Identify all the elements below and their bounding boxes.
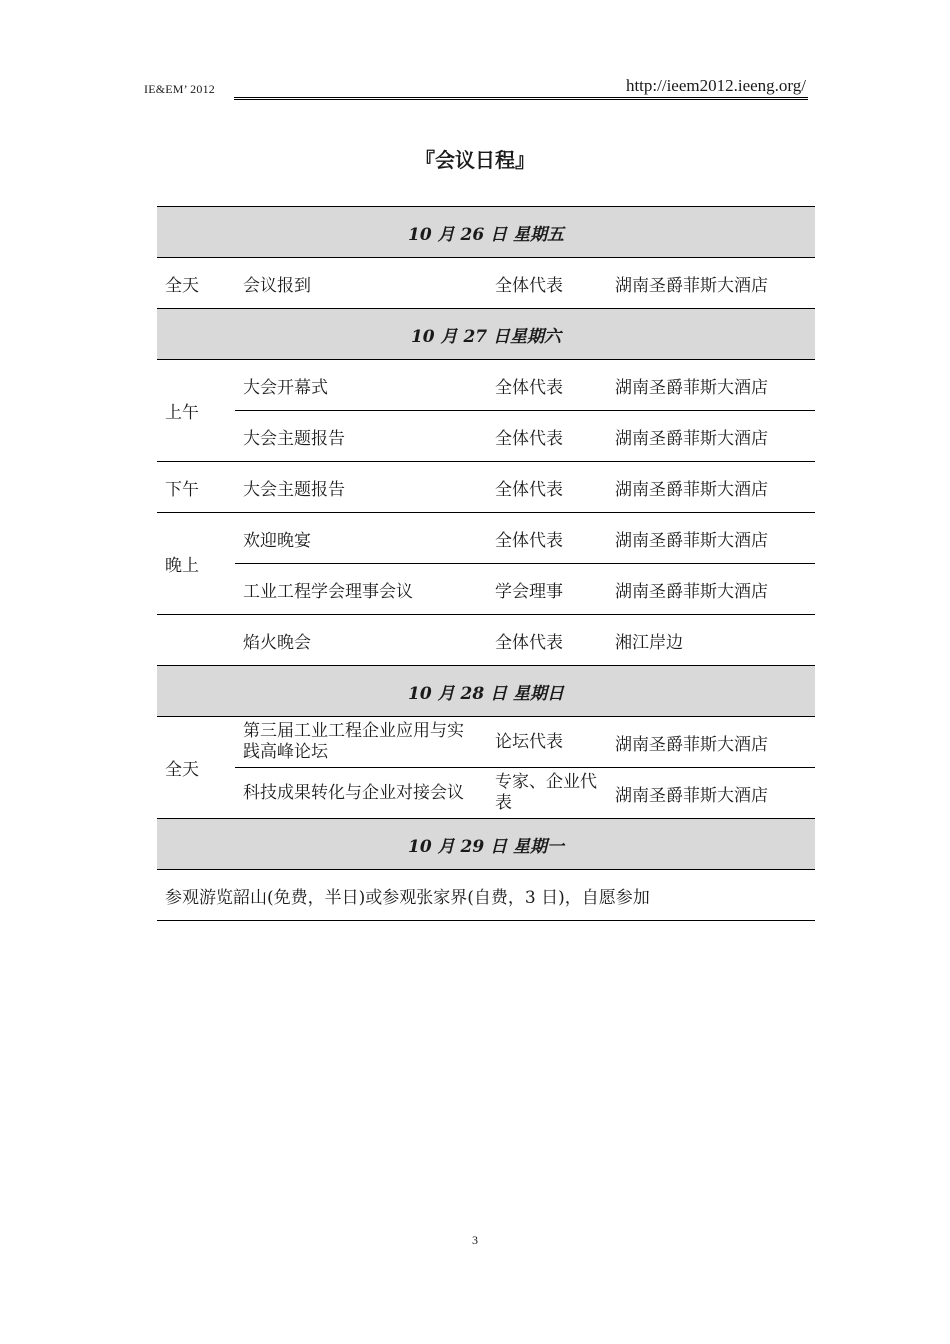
table-row bbox=[157, 564, 815, 615]
period-cell: 下午 bbox=[157, 462, 235, 513]
schedule-table bbox=[157, 206, 815, 921]
attendees-cell: 论坛代表 bbox=[487, 717, 607, 768]
header-rule bbox=[234, 97, 808, 100]
venue-cell: 湖南圣爵菲斯大酒店 bbox=[607, 513, 815, 564]
attendees-cell: 全体代表 bbox=[487, 615, 607, 666]
event-cell: 大会主题报告 bbox=[235, 411, 487, 462]
header-url: http://ieem2012.ieeng.org/ bbox=[625, 76, 806, 95]
attendees-cell: 全体代表 bbox=[487, 258, 607, 309]
table-row bbox=[157, 768, 815, 819]
venue-cell: 湖南圣爵菲斯大酒店 bbox=[607, 258, 815, 309]
attendees-cell: 全体代表 bbox=[487, 462, 607, 513]
venue-cell: 湖南圣爵菲斯大酒店 bbox=[607, 768, 815, 819]
event-cell: 欢迎晚宴 bbox=[235, 513, 487, 564]
event-cell: 会议报到 bbox=[235, 258, 487, 309]
venue-cell: 湘江岸边 bbox=[607, 615, 815, 666]
table-row bbox=[157, 717, 815, 768]
header-conference-name: IE&EM’ 2012 bbox=[144, 82, 215, 96]
table-row bbox=[157, 360, 815, 411]
day-heading: 10 月 27 日星期六 bbox=[157, 309, 815, 360]
venue-cell: 湖南圣爵菲斯大酒店 bbox=[607, 411, 815, 462]
event-cell: 科技成果转化与企业对接会议 bbox=[235, 768, 487, 819]
event-cell: 大会开幕式 bbox=[235, 360, 487, 411]
event-cell: 第三届工业工程企业应用与实践高峰论坛 bbox=[235, 717, 487, 768]
table-row bbox=[157, 411, 815, 462]
day-heading-row bbox=[157, 666, 815, 717]
venue-cell: 湖南圣爵菲斯大酒店 bbox=[607, 564, 815, 615]
excursion-note: 参观游览韶山(免费，半日)或参观张家界(自费，3 日)，自愿参加 bbox=[157, 870, 815, 921]
attendees-cell: 全体代表 bbox=[487, 411, 607, 462]
event-cell: 大会主题报告 bbox=[235, 462, 487, 513]
day-heading: 10 月 28 日 星期日 bbox=[157, 666, 815, 717]
period-cell: 上午 bbox=[157, 360, 235, 462]
attendees-cell: 全体代表 bbox=[487, 360, 607, 411]
table-row bbox=[157, 870, 815, 921]
day-heading: 10 月 26 日 星期五 bbox=[157, 207, 815, 258]
period-cell: 全天 bbox=[157, 717, 235, 819]
period-cell: 晚上 bbox=[157, 513, 235, 615]
event-cell: 工业工程学会理事会议 bbox=[235, 564, 487, 615]
table-row bbox=[157, 258, 815, 309]
day-heading: 10 月 29 日 星期一 bbox=[157, 819, 815, 870]
venue-cell: 湖南圣爵菲斯大酒店 bbox=[607, 462, 815, 513]
period-cell: 全天 bbox=[157, 258, 235, 309]
period-cell bbox=[157, 615, 235, 666]
day-heading-row bbox=[157, 309, 815, 360]
event-cell: 焰火晚会 bbox=[235, 615, 487, 666]
table-row bbox=[157, 615, 815, 666]
attendees-cell: 全体代表 bbox=[487, 513, 607, 564]
table-row bbox=[157, 513, 815, 564]
day-heading-row bbox=[157, 819, 815, 870]
attendees-cell: 学会理事 bbox=[487, 564, 607, 615]
page-number: 3 bbox=[472, 1233, 478, 1247]
attendees-cell: 专家、企业代表 bbox=[487, 768, 607, 819]
page-title: 『会议日程』 bbox=[415, 148, 535, 172]
venue-cell: 湖南圣爵菲斯大酒店 bbox=[607, 360, 815, 411]
day-heading-row bbox=[157, 207, 815, 258]
table-row bbox=[157, 462, 815, 513]
venue-cell: 湖南圣爵菲斯大酒店 bbox=[607, 717, 815, 768]
